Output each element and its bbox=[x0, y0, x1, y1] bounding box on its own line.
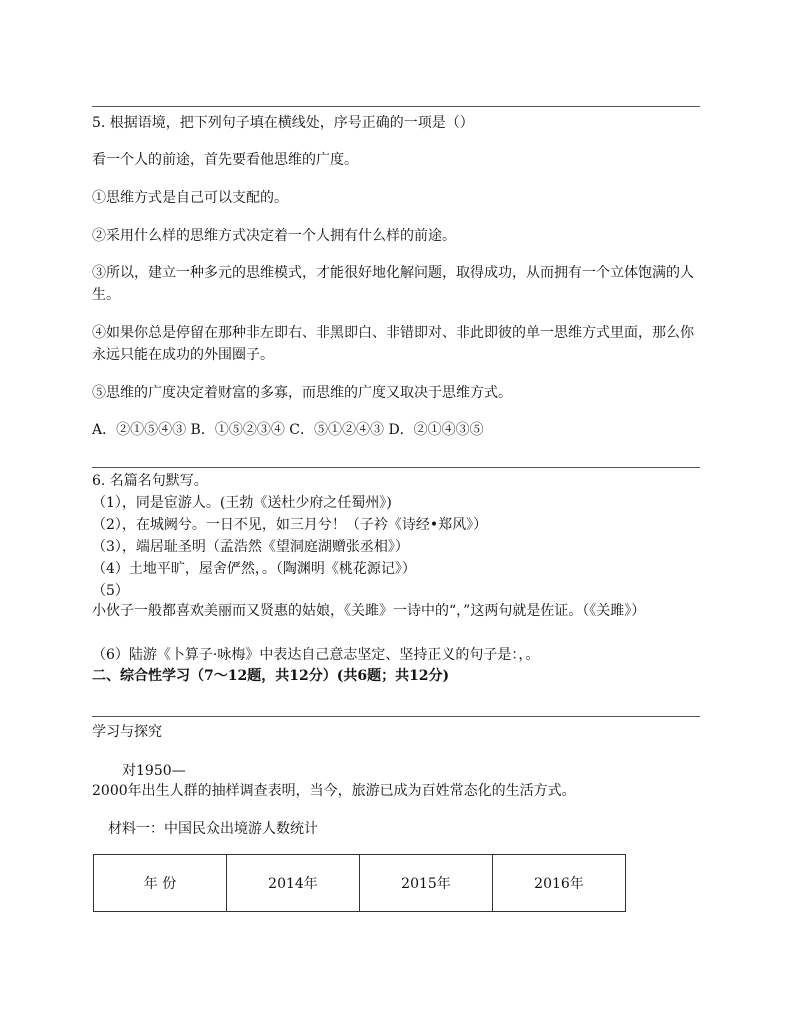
table-header-2014: 2014年 bbox=[227, 855, 360, 912]
study-paragraph-line-2: 2000年出生人群的抽样调查表明，当今，旅游已成为百姓常态化的生活方式。 bbox=[92, 783, 576, 799]
q5-intro: 看一个人的前途，首先要看他思维的广度。 bbox=[92, 152, 358, 168]
table-header-2016: 2016年 bbox=[493, 855, 626, 912]
q6-item-6: （6）陆游《卜算子·咏梅》中表达自己意志坚定、坚持正义的句子是：，。 bbox=[92, 647, 540, 663]
divider-study bbox=[92, 716, 700, 717]
q6-question: 6. 名篇名句默写。 bbox=[92, 473, 208, 489]
q6-item-5-text: 小伙子一般都喜欢美丽而又贤惠的姑娘，《关雎》一诗中的“，”这两句就是佐证。（《关雎》） bbox=[92, 603, 646, 619]
table-header-year: 年 份 bbox=[94, 855, 227, 912]
q6-item-4: （4）土地平旷，屋舍俨然，。（陶渊明《桃花源记》） bbox=[92, 561, 416, 577]
q6-item-1: （1），同是宦游人。(王勃《送杜少府之任蜀州》) bbox=[92, 495, 392, 511]
study-title: 学习与探究 bbox=[92, 724, 162, 740]
q6-item-2: （2），在城阙兮。一日不见，如三月兮！（子衿《诗经•郑风》） bbox=[92, 517, 488, 533]
q6-item-3: （3），端居耻圣明（孟浩然《望洞庭湖赠张丞相》） bbox=[92, 539, 409, 555]
q5-sentence-4: ④如果你总是停留在那种非左即右、非黑即白、非错即对、非此即彼的单一思维方式里面，那么你永远只能在成功的外围圈子。 bbox=[92, 325, 694, 363]
q5-options: A．②①⑤④③ B．①⑤②③④ C．⑤①②④③ D．②①④③⑤ bbox=[92, 422, 484, 438]
divider-q5 bbox=[92, 106, 700, 107]
study-paragraph-line-1: 对1950— bbox=[122, 763, 186, 779]
q5-sentence-1: ①思维方式是自己可以支配的。 bbox=[92, 190, 288, 206]
q5-sentence-3: ③所以，建立一种多元的思维模式，才能很好地化解问题，取得成功，从而拥有一个立体饱满的人生。 bbox=[92, 265, 694, 303]
table-header-2015: 2015年 bbox=[360, 855, 493, 912]
divider-q6 bbox=[92, 467, 700, 468]
material-one-title: 材料一：中国民众出境游人数统计 bbox=[108, 821, 318, 837]
q5-question: 5. 根据语境，把下列句子填在横线处，序号正确的一项是（） bbox=[92, 115, 474, 131]
section-2-heading: 二、综合性学习（7～12题，共12分）(共6题；共12分) bbox=[92, 668, 450, 684]
q6-item-5-number: （5） bbox=[92, 583, 129, 599]
outbound-travel-table bbox=[93, 854, 626, 912]
table-row bbox=[94, 855, 626, 912]
q5-sentence-5: ⑤思维的广度决定着财富的多寡，而思维的广度又取决于思维方式。 bbox=[92, 385, 512, 401]
q5-sentence-2: ②采用什么样的思维方式决定着一个人拥有什么样的前途。 bbox=[92, 228, 456, 244]
